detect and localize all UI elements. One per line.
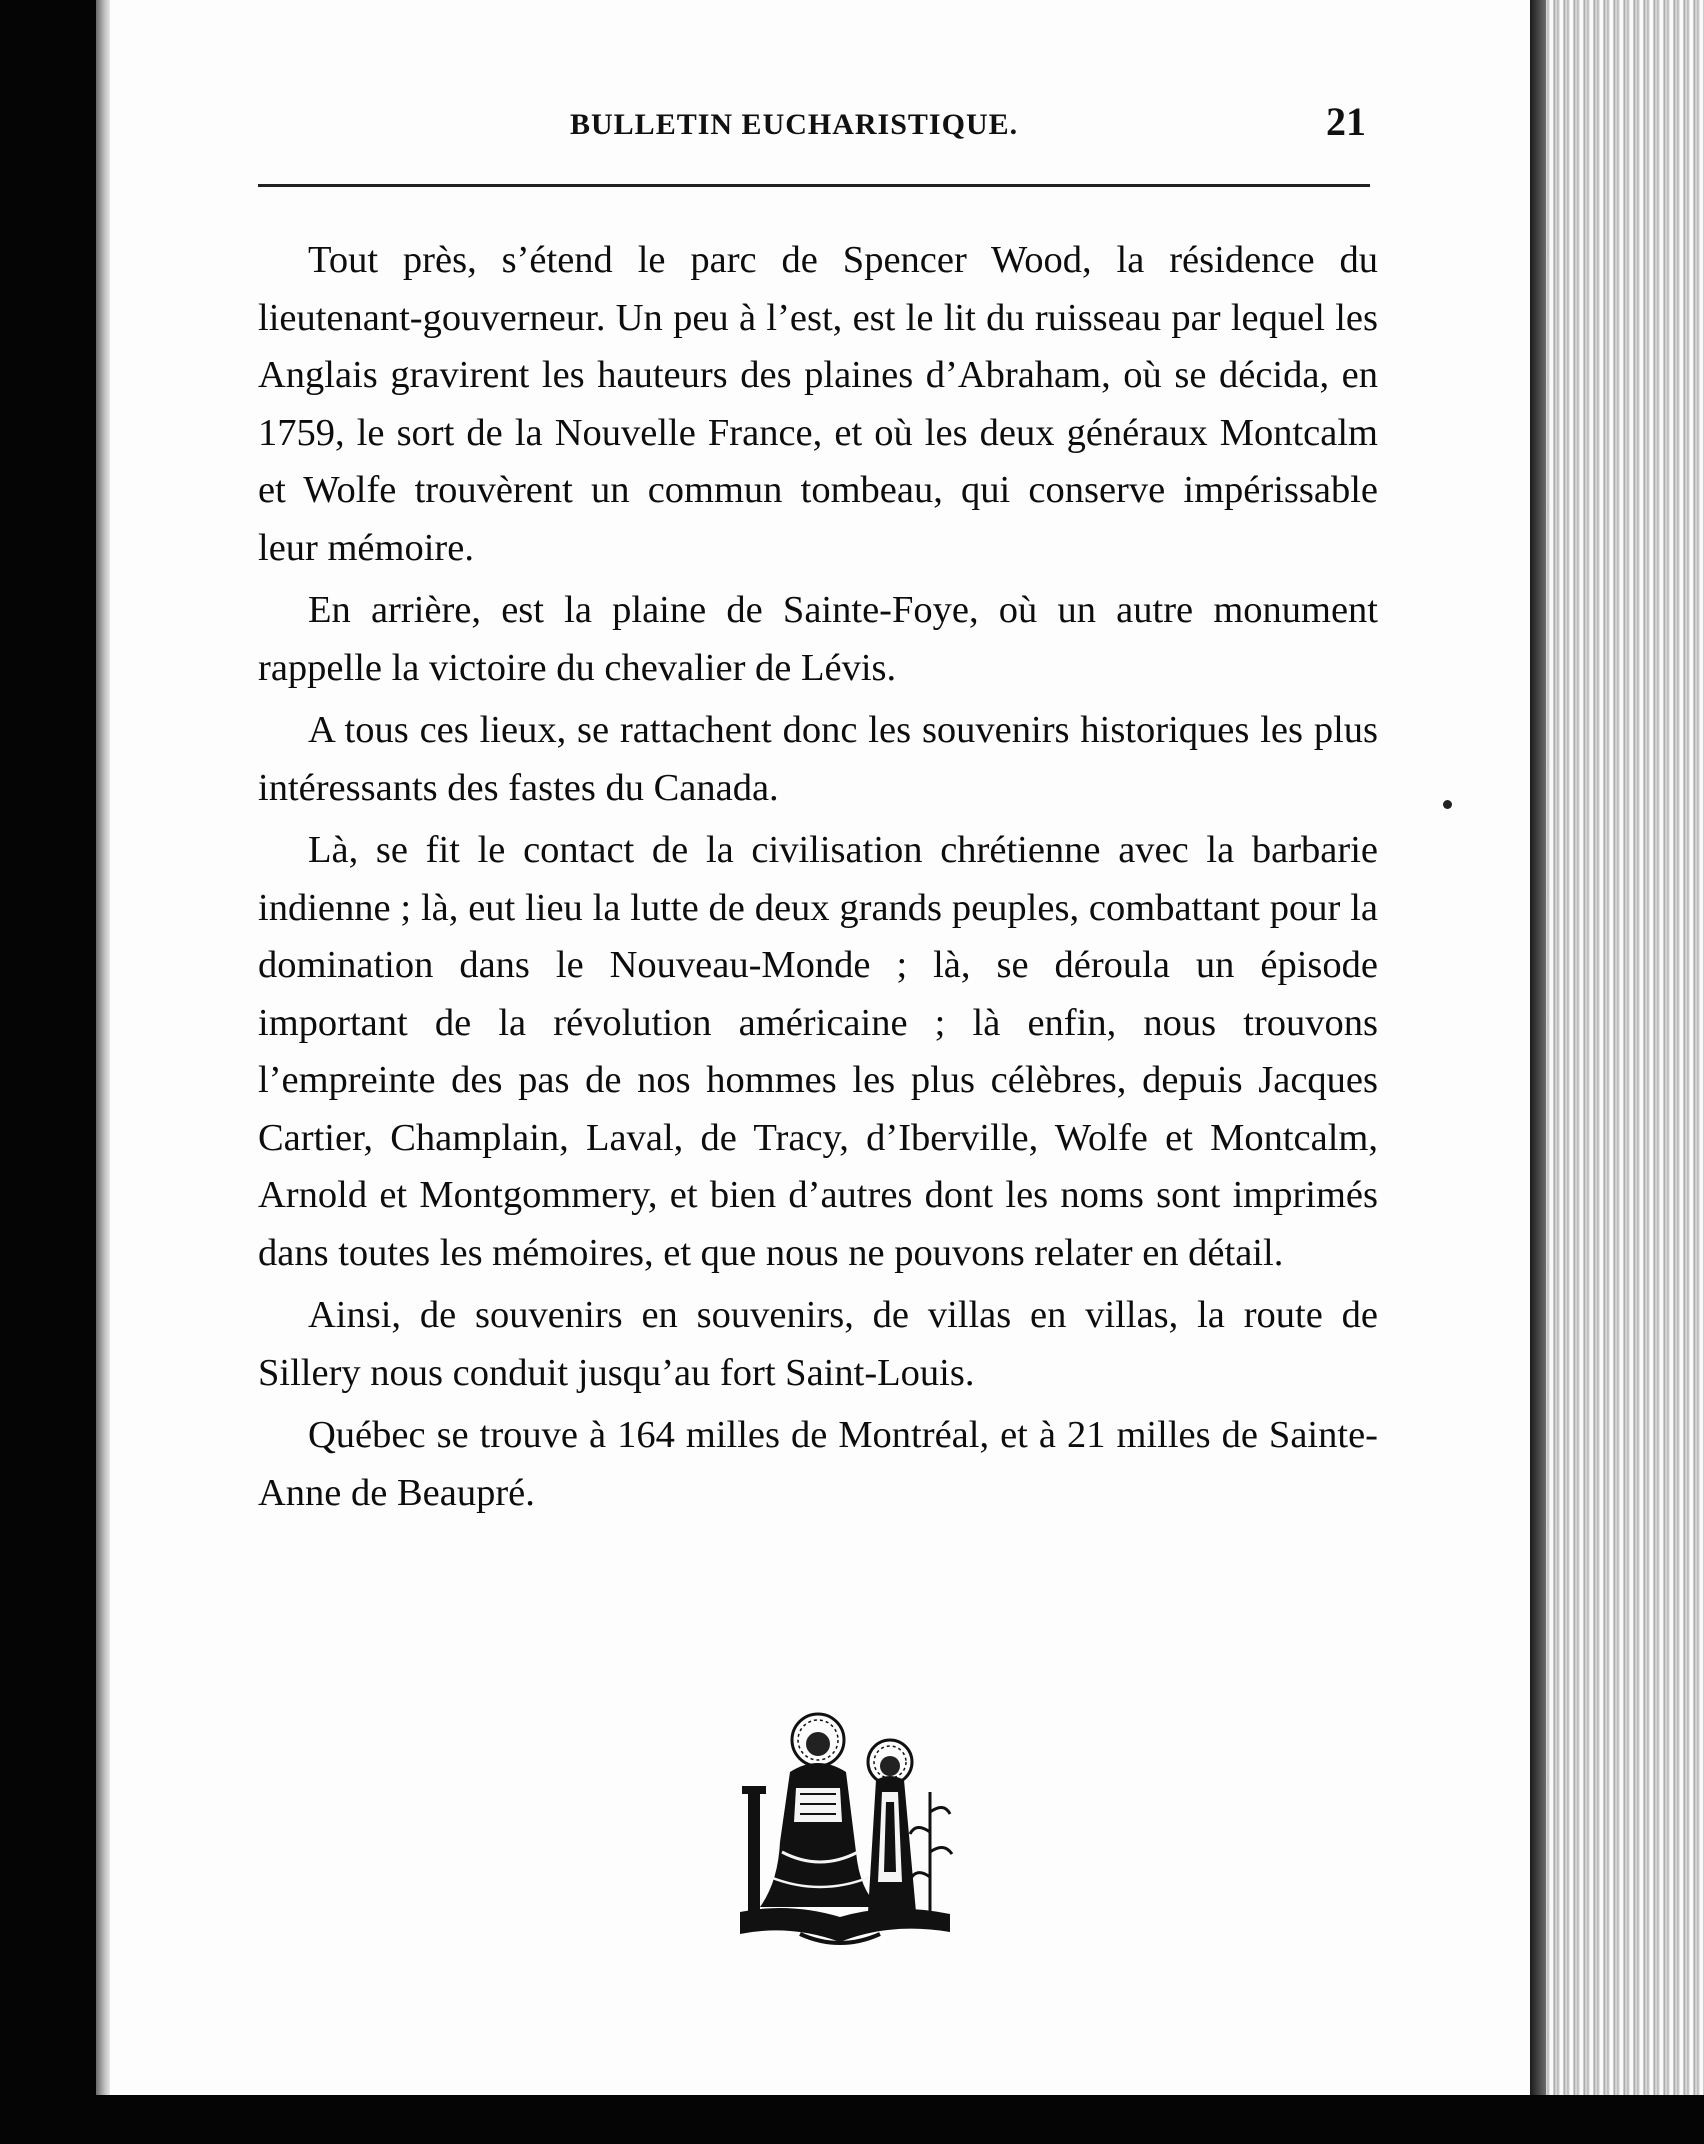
- paragraph: Là, se fit le contact de la civilisation chrétienne avec la barbarie indienne ; là, eut lieu la lutte de deux grands peuples, combattant pour la domination dans le Nouveau-Monde ; là, se déroula un épisode important de la révolution américaine ; là enfin, nous trouvons l’empreinte des pas de nos hommes les plus célèbres, depuis Jacques Cartier, Champlain, Laval, de Tracy, d’Iberville, Wolfe et Montcalm, Arnold et Montgommery, et bien d’autres dont les noms sont imprimés dans toutes les mémoires, et que nous ne pouvons relater en détail.: [258, 829, 1378, 1274]
- header-rule: [258, 184, 1370, 187]
- paragraph: Québec se trouve à 164 milles de Montréal, et à 21 milles de Sainte-Anne de Beaupré.: [258, 1414, 1378, 1514]
- saints-vignette-icon: [730, 1702, 958, 1952]
- page-edges: [1530, 0, 1704, 2095]
- scan-border-bottom: [0, 2095, 1704, 2144]
- body-text: [258, 232, 1378, 1522]
- paragraph: A tous ces lieux, se rattachent donc les souvenirs historiques les plus intéressants des fastes du Canada.: [258, 709, 1378, 809]
- page-number: 21: [1326, 99, 1366, 144]
- paragraph: Tout près, s’étend le parc de Spencer Wood, la résidence du lieutenant-gouverneur. Un peu à l’est, est le lit du ruisseau par lequel les Anglais gravirent les hauteurs des plaines d’Abraham, où se décida, en 1759, le sort de la Nouvelle France, et où les deux généraux Montcalm et Wolfe trouvèrent un commun tombeau, qui conserve impérissable leur mémoire.: [258, 239, 1378, 569]
- paragraph: En arrière, est la plaine de Sainte-Foye, où un autre monument rappelle la victoire du chevalier de Lévis.: [258, 589, 1378, 689]
- paragraph: Ainsi, de souvenirs en souvenirs, de villas en villas, la route de Sillery nous conduit jusqu’au fort Saint-Louis.: [258, 1294, 1378, 1394]
- page-edge-shadow: [1530, 0, 1546, 2095]
- scan-border-left: [0, 0, 96, 2144]
- page-gutter: [96, 0, 110, 2095]
- running-title: BULLETIN EUCHARISTIQUE.: [570, 108, 1019, 141]
- scan-speck: [1443, 800, 1452, 809]
